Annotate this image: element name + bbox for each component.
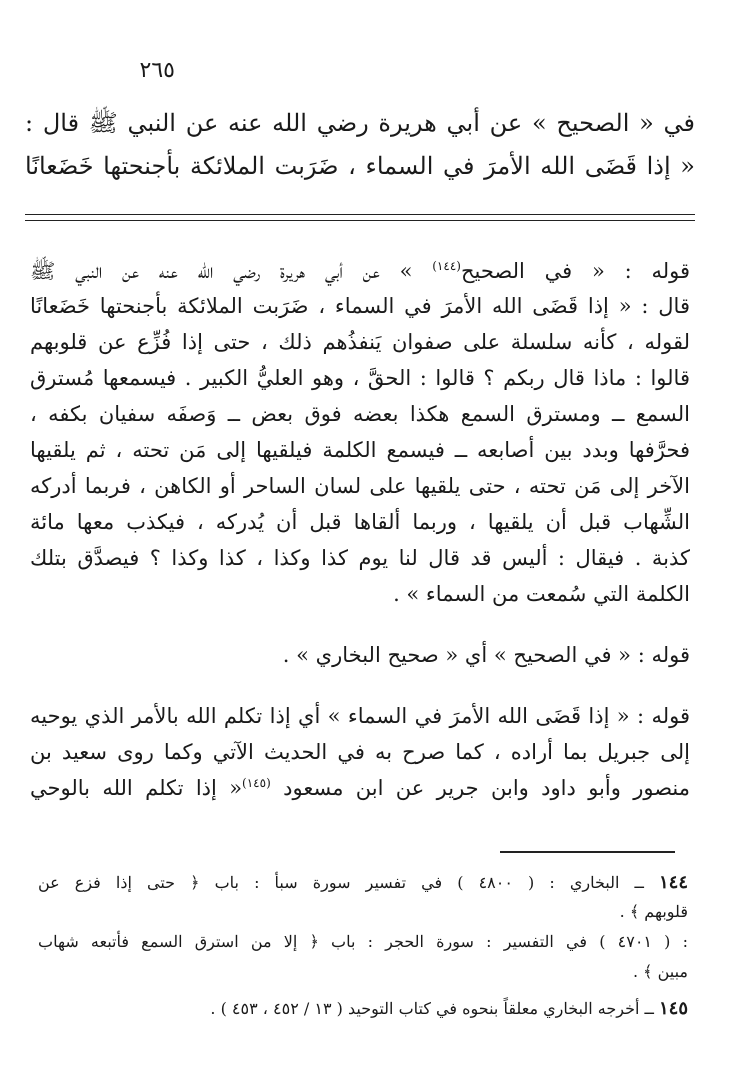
footnote-144-line: ١٤٤ ــ البخاري : ( ٤٨٠٠ ) في تفسير سورة سبأ : باب ﴿ حتى إذا فزع عن bbox=[38, 872, 689, 893]
commentary-line: لقوله ، كأنه سلسلة على صفوان يَنفذُهم ذلك ، حتى إذا فُزِّع عن قلوبهم bbox=[30, 330, 690, 354]
commentary-line: الآخر إلى مَن تحته ، حتى يلقيها على لسان الساحر أو الكاهن ، فربما أدركه bbox=[30, 474, 690, 498]
footnote-144-line: : ( ٤٧٠١ ) في التفسير : سورة الحجر : باب ﴿ إلا من استرق السمع فأتبعه شهاب bbox=[38, 932, 688, 951]
commentary-line: قوله : « في الصحيح$^{(١٤٤)}$ » عن أبي هريرة رضي الله عنه عن النبي ﷺ bbox=[30, 259, 690, 283]
commentary-line: قال : « إذا قَضَى الله الأمرَ في السماء ، ضَرَبت الملائكة بأجنحتها خَضَعانًا bbox=[30, 294, 690, 318]
footnote-number: ١٤٥ bbox=[658, 998, 688, 1019]
footnote-ref-144: (١٤٤) bbox=[432, 259, 461, 273]
commentary-line: قوله : « في الصحيح » أي « صحيح البخاري » . bbox=[282, 643, 690, 667]
commentary-line: كذبة . فيقال : أليس قد قال لنا يوم كذا وكذا ، كذا وكذا ؟ فيصدَّق بتلك bbox=[30, 546, 690, 570]
page-number: ٢٦٥ bbox=[139, 58, 175, 83]
footnote-144-line: قلوبهم ﴾ . bbox=[619, 902, 688, 921]
double-rule-bottom bbox=[25, 220, 695, 221]
footnote-ref-145: (١٤٥) bbox=[242, 776, 271, 790]
commentary-line: الشِّهاب قبل أن يلقيها ، وربما ألقاها قبل أن يُدركه ، فيكذب معها مائة bbox=[30, 510, 690, 534]
commentary-line: منصور وأبو داود وابن جرير عن ابن مسعود $^{(١٤٥)}$« إذا تكلم الله بالوحي bbox=[30, 776, 690, 800]
double-rule-top bbox=[25, 214, 695, 215]
commentary-line: إلى جبريل بما أراده ، كما صرح به في الحديث الآتي وكما روى سعيد بن bbox=[30, 740, 690, 764]
commentary-line: فحرَّفها وبدد بين أصابعه ــ فيسمع الكلمة فيلقيها إلى مَن تحته ، ثم يلقيها bbox=[30, 438, 690, 462]
commentary-line: قوله : « إذا قَضَى الله الأمرَ في السماء » أي إذا تكلم الله بالأمر الذي يوحيه bbox=[30, 704, 690, 728]
commentary-line: قالوا : ماذا قال ربكم ؟ قالوا : الحقَّ ، وهو العليُّ الكبير . فيسمعها مُسترق bbox=[30, 366, 690, 390]
commentary-line: السمع ــ ومسترق السمع هكذا بعضه فوق بعض ــ وَصفَه سفيان بكفه ، bbox=[30, 402, 690, 426]
footnote-145-line: ١٤٥ ــ أخرجه البخاري معلقاً بنحوه في كتاب التوحيد ( ١٣ / ٤٥٢ ، ٤٥٣ ) . bbox=[210, 998, 688, 1019]
footnote-number: ١٤٤ bbox=[659, 872, 689, 893]
commentary-line: الكلمة التي سُمعت من السماء » . bbox=[393, 582, 690, 606]
hadith-line-1: في « الصحيح » عن أبي هريرة رضي الله عنه عن النبي ﷺ قال : bbox=[25, 109, 695, 137]
hadith-line-2: « إذا قَضَى الله الأمرَ في السماء ، ضَرَبت الملائكة بأجنحتها خَضَعانًا bbox=[25, 152, 695, 180]
footnote-separator bbox=[500, 851, 675, 853]
footnote-144-line: مبين ﴾ . bbox=[632, 962, 688, 981]
